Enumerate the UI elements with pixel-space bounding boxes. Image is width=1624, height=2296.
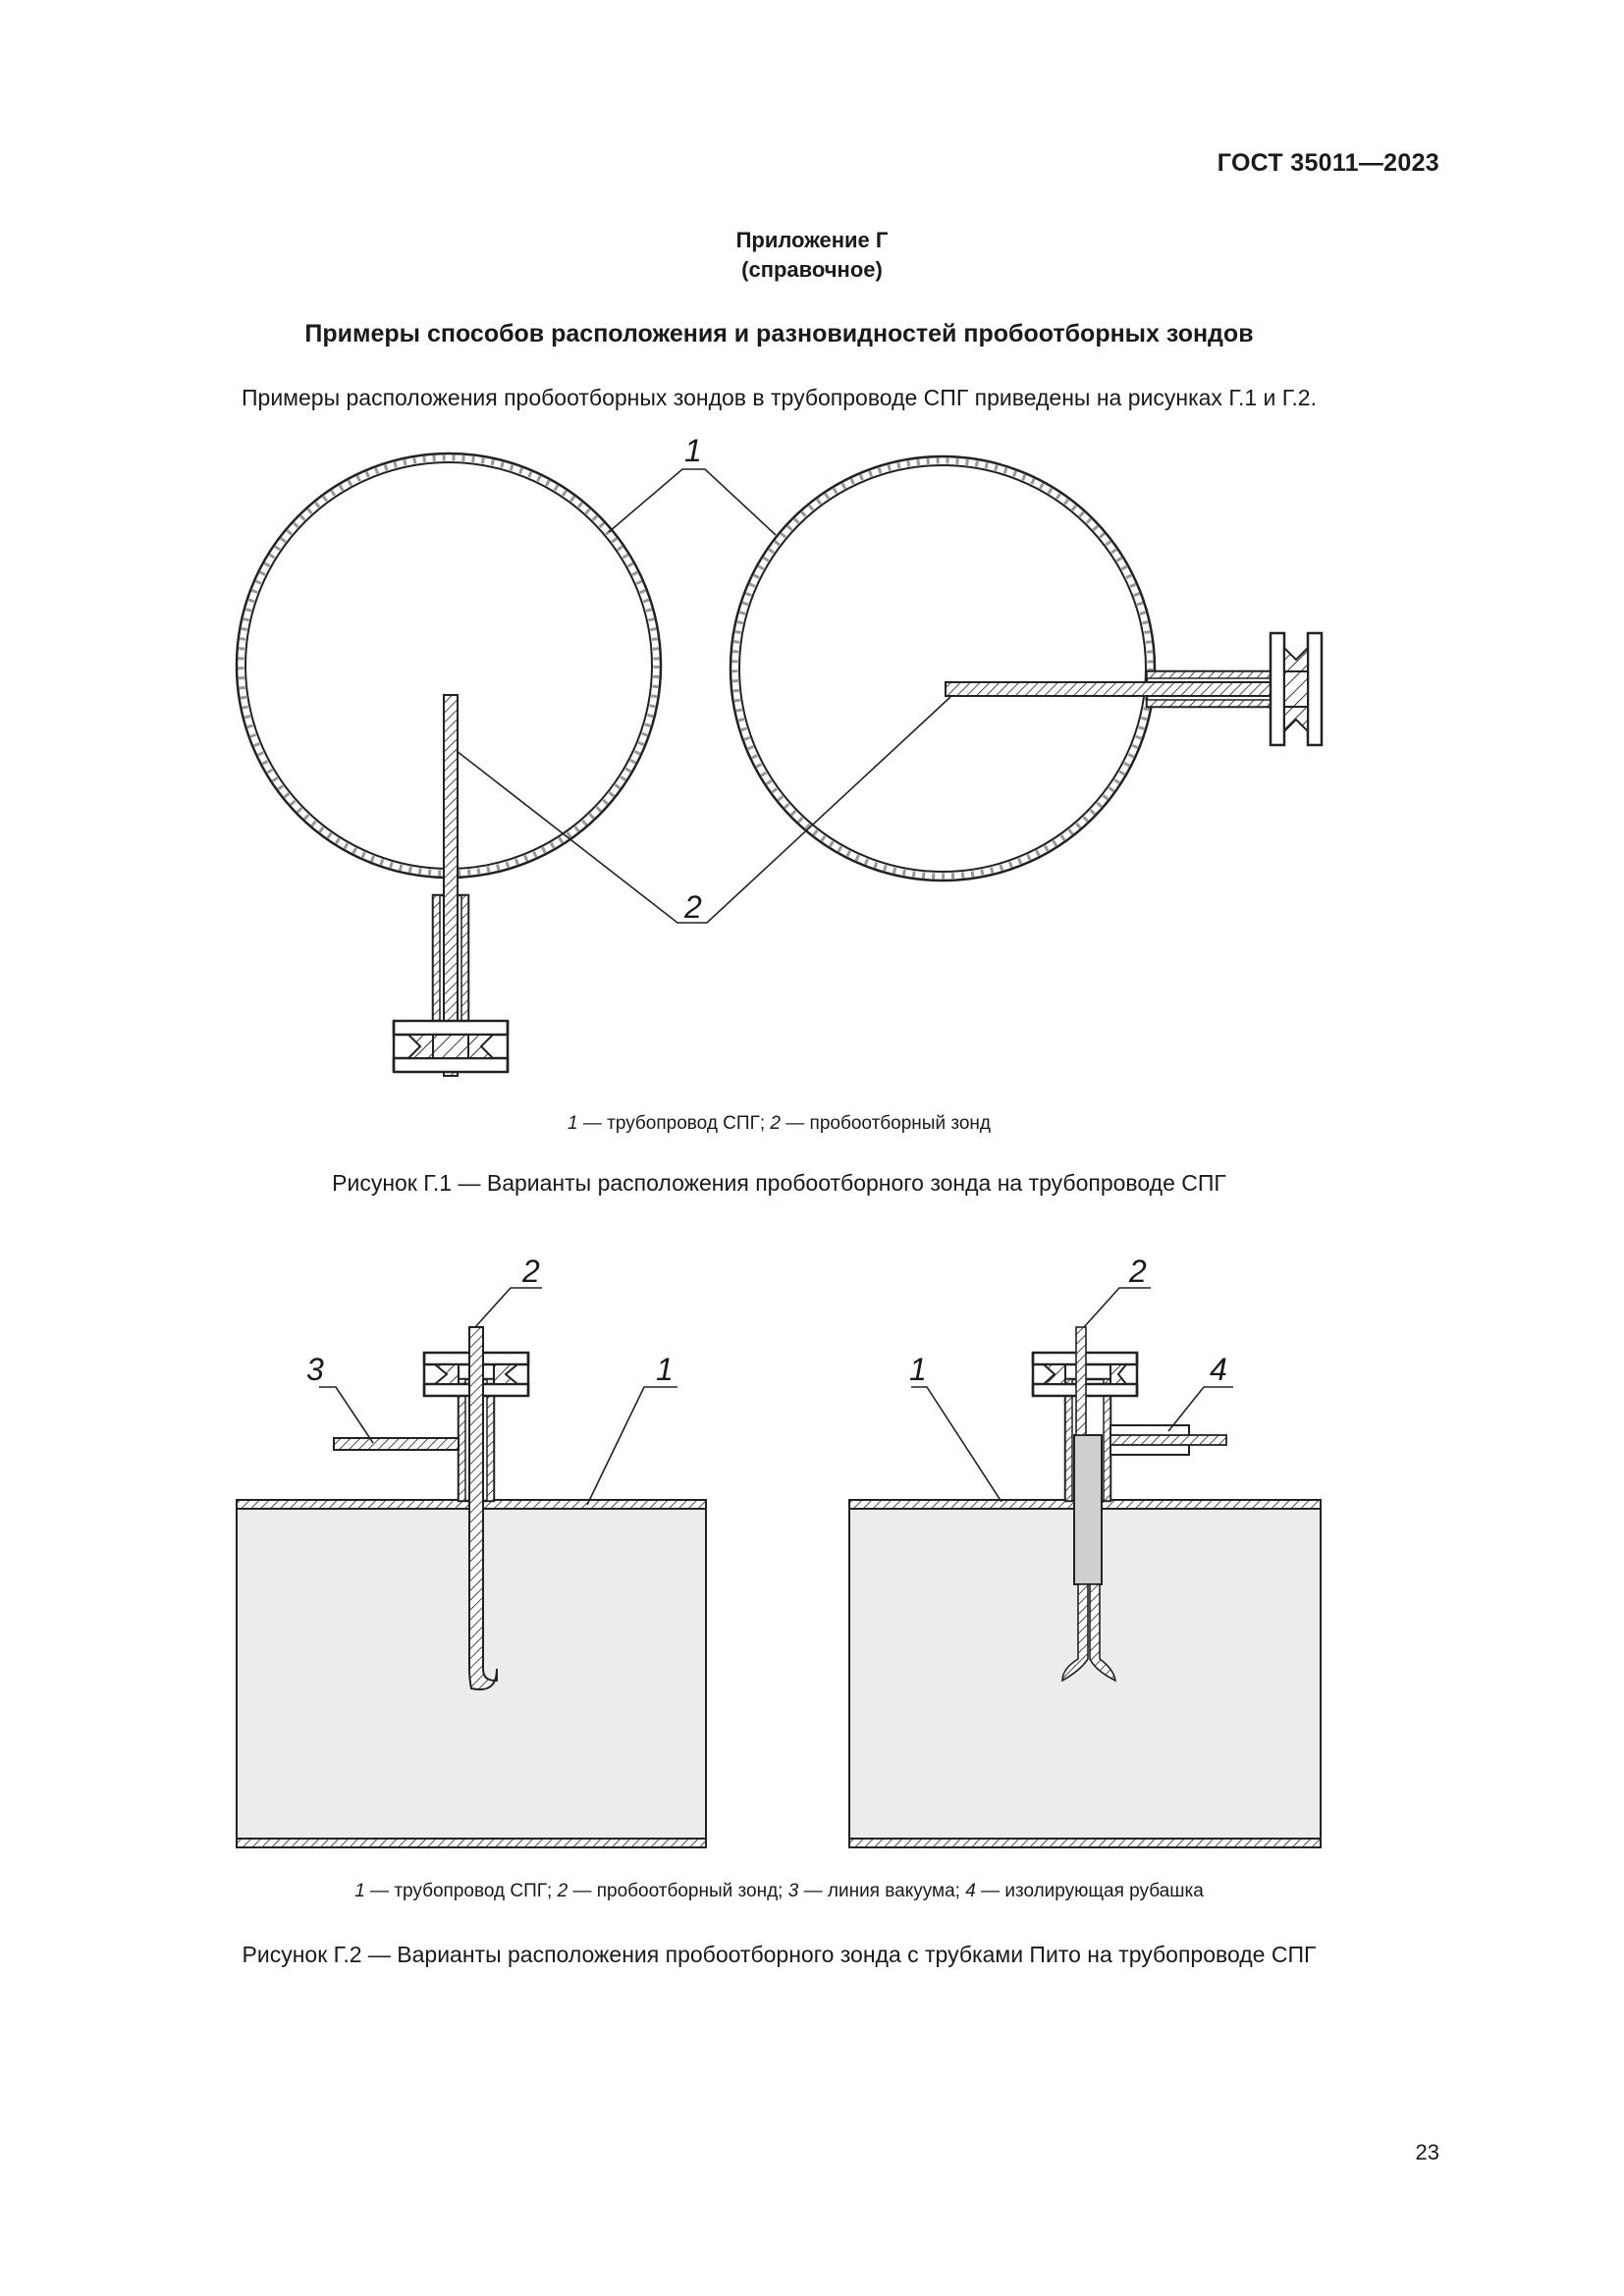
document-code: ГОСТ 35011—2023 bbox=[1217, 149, 1439, 177]
intro-paragraph: Примеры расположения пробоотборных зондов в трубопроводе СПГ приведены на рисунках Г.1 и Г.2. bbox=[242, 385, 1317, 410]
section-title: Примеры способов расположения и разновидностей пробоотборных зондов bbox=[304, 320, 1254, 347]
legend-text: — пробоотборный зонд; bbox=[568, 1881, 788, 1901]
annex-subtitle: (справочное) bbox=[741, 257, 883, 282]
fig1-label-probe: 2 bbox=[684, 889, 702, 925]
legend-num: 1 bbox=[354, 1881, 365, 1901]
legend-text: — пробоотборный зонд bbox=[781, 1113, 991, 1134]
figure-2-caption: Рисунок Г.2 — Варианты расположения пробоотборного зонда с трубками Пито на трубопроводе СПГ bbox=[242, 1942, 1317, 1967]
legend-text: — трубопровод СПГ; bbox=[577, 1113, 771, 1134]
legend-num: 3 bbox=[787, 1881, 799, 1901]
legend-text: — трубопровод СПГ; bbox=[364, 1881, 558, 1901]
fig2-right-label-probe: 2 bbox=[1129, 1254, 1147, 1289]
legend-num: 4 bbox=[965, 1881, 976, 1901]
fig1-label-pipeline: 1 bbox=[684, 433, 702, 468]
fig2-right-label-pipeline: 1 bbox=[909, 1352, 927, 1387]
legend-text: — линия вакуума; bbox=[798, 1881, 966, 1901]
figure-2-legend bbox=[0, 1881, 1558, 1902]
legend-text: — изолирующая рубашка bbox=[975, 1881, 1204, 1901]
fig2-right-label-jacket: 4 bbox=[1210, 1352, 1227, 1387]
fig2-left-label-vacuum: 3 bbox=[306, 1352, 324, 1387]
figure-1-caption: Рисунок Г.1 — Варианты расположения пробоотборного зонда на трубопроводе СПГ bbox=[332, 1170, 1226, 1196]
page-number: 23 bbox=[1415, 2140, 1439, 2164]
annex-title: Приложение Г bbox=[735, 228, 889, 252]
fig2-left-label-probe: 2 bbox=[522, 1254, 540, 1289]
fig2-left-label-pipeline: 1 bbox=[656, 1352, 674, 1387]
legend-num: 2 bbox=[557, 1881, 568, 1901]
legend-num: 1 bbox=[568, 1113, 578, 1134]
legend-num: 2 bbox=[770, 1113, 781, 1134]
